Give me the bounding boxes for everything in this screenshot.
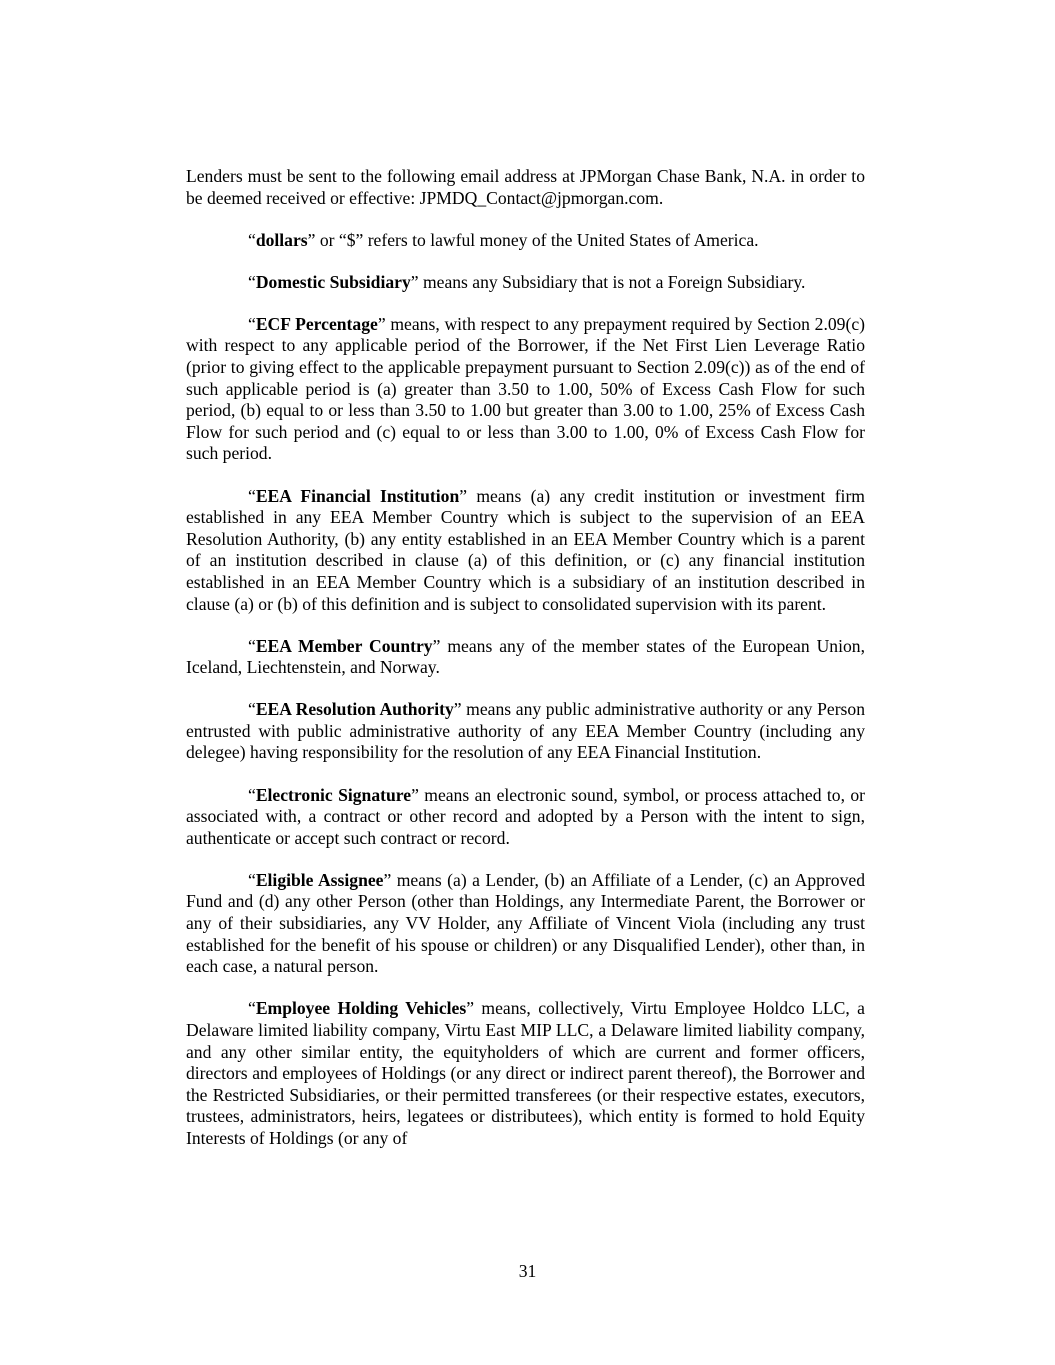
- defined-term: Electronic Signature: [255, 784, 412, 805]
- definition-text: means (a) any credit institution or investment firm established in any EEA Member Country which is subject to the supervision of an EEA Resolution Authority, (b) any entity established in an EEA Member Country which is a parent of an institution described in clause (a) of this definition, or (c) any financial institution established in an EEA Member Country which is a subsidiary of an institution described in clause (a) or (b) of this definition and is subject to consolidated supervision with its parent.: [186, 485, 865, 614]
- definition-eea-member-country: “EEA Member Country” means any of the member states of the European Union, Iceland, Liechtenstein, and Norway.: [186, 635, 865, 678]
- definition-text: or “$” refers to lawful money of the United States of America.: [315, 229, 759, 250]
- definition-eea-resolution-authority: “EEA Resolution Authority” means any public administrative authority or any Person entrusted with public administrative authority of any EEA Member Country (including any delegee) having responsibility for the resolution of any EEA Financial Institution.: [186, 699, 865, 763]
- definition-eea-financial-institution: “EEA Financial Institution” means (a) any credit institution or investment firm established in any EEA Member Country which is subject to the supervision of an EEA Resolution Authority, (b) any entity established in an EEA Member Country which is a parent of an institution described in clause (a) of this definition, or (c) any financial institution established in an EEA Member Country which is a subsidiary of an institution described in clause (a) or (b) of this definition and is subject to consolidated supervision with its parent.: [186, 485, 865, 614]
- definition-text: means, with respect to any prepayment required by Section 2.09(c) with respect to any applicable period of the Borrower, if the Net First Lien Leverage Ratio (prior to giving effect to the applicable prepayment pursuant to Section 2.09(c)) as of the end of such applicable period is (a) greater than 3.50 to 1.00, 50% of Excess Cash Flow for such period, (b) equal to or less than 3.50 to 1.00 but greater than 3.00 to 1.00, 25% of Excess Cash Flow for such period and (c) equal to or less than 3.00 to 1.00, 0% of Excess Cash Flow for such period.: [186, 313, 865, 464]
- definition-text: means any of the member states of the European Union, Iceland, Liechtenstein, and Norway.: [186, 635, 865, 678]
- page-number: 31: [518, 1261, 537, 1281]
- document-body: [186, 166, 865, 1170]
- paragraph-continuation: [186, 166, 865, 209]
- definition-eligible-assignee: “Eligible Assignee” means (a) a Lender, (b) an Affiliate of a Lender, (c) an Approved Fund and (d) any other Person (other than Holdings, any Intermediate Parent, the Borrower or any of their subsidiaries, any VV Holder, any Affiliate of Vincent Viola (including any trust established for the benefit of his spouse or children) or any Disqualified Lender), other than, in each case, a natural person.: [186, 869, 865, 977]
- definition-text: means (a) a Lender, (b) an Affiliate of a Lender, (c) an Approved Fund and (d) any other Person (other than Holdings, any Intermediate Parent, the Borrower or any of their subsidiaries, any VV Holder, any Affiliate of Vincent Viola (including any trust established for the benefit of his spouse or children) or any Disqualified Lender), other than, in each case, a natural person.: [186, 869, 865, 977]
- defined-term: Employee Holding Vehicles: [255, 998, 467, 1019]
- defined-term: ECF Percentage: [255, 313, 378, 334]
- definition-ecf-percentage: “ECF Percentage” means, with respect to any prepayment required by Section 2.09(c) with respect to any applicable period of the Borrower, if the Net First Lien Leverage Ratio (prior to giving effect to the applicable prepayment pursuant to Section 2.09(c)) as of the end of such applicable period is (a) greater than 3.50 to 1.00, 50% of Excess Cash Flow for such period, (b) equal to or less than 3.50 to 1.00 but greater than 3.00 to 1.00, 25% of Excess Cash Flow for such period and (c) equal to or less than 3.00 to 1.00, 0% of Excess Cash Flow for such period.: [186, 313, 865, 464]
- defined-term: EEA Financial Institution: [255, 485, 460, 506]
- defined-term: dollars: [255, 229, 308, 250]
- defined-term: EEA Resolution Authority: [255, 699, 454, 720]
- definition-text: means an electronic sound, symbol, or process attached to, or associated with, a contract or other record and adopted by a Person with the intent to sign, authenticate or accept such contract or record.: [186, 784, 866, 848]
- paragraph-text: Lenders must be sent to the following email address at JPMorgan Chase Bank, N.A. in order to be deemed received or effective: JPMDQ_Contact@jpmorgan.com.: [186, 166, 865, 208]
- defined-term: Domestic Subsidiary: [255, 271, 411, 292]
- definition-dollars: “dollars” or “$” refers to lawful money of the United States of America.: [248, 229, 759, 250]
- definition-electronic-signature: “Electronic Signature” means an electronic sound, symbol, or process attached to, or associated with, a contract or other record and adopted by a Person with the intent to sign, authenticate or accept such contract or record.: [186, 784, 866, 848]
- definition-employee-holding-vehicles: “Employee Holding Vehicles” means, collectively, Virtu Employee Holdco LLC, a Delaware limited liability company, Virtu East MIP LLC, a Delaware limited liability company, and any other similar entity, the equityholders of which are current and former officers, directors and employees of Holdings (or any direct or indirect parent thereof), the Borrower and the Restricted Subsidiaries, or their permitted transferees (or their respective estates, executors, trustees, administrators, heirs, legatees or distributees), which entity is formed to hold Equity Interests of Holdings (or any of: [186, 998, 865, 1148]
- defined-term: Eligible Assignee: [255, 869, 384, 890]
- definition-text: means any Subsidiary that is not a Foreign Subsidiary.: [418, 271, 806, 292]
- definition-text: means, collectively, Virtu Employee Holdco LLC, a Delaware limited liability company, Virtu East MIP LLC, a Delaware limited liability company, and any other similar entity, the equityholders of which are current and former officers, directors and employees of Holdings (or any direct or indirect parent thereof), the Borrower and the Restricted Subsidiaries, or their permitted transferees (or their respective estates, executors, trustees, administrators, heirs, legatees or distributees), which entity is formed to hold Equity Interests of Holdings (or any of: [186, 998, 865, 1148]
- defined-term: EEA Member Country: [255, 635, 433, 656]
- definition-text: means any public administrative authority or any Person entrusted with public administrative authority of any EEA Member Country (including any delegee) having responsibility for the resolution of any EEA Financial Institution.: [186, 699, 865, 763]
- definition-domestic-subsidiary: “Domestic Subsidiary” means any Subsidiary that is not a Foreign Subsidiary.: [248, 271, 806, 292]
